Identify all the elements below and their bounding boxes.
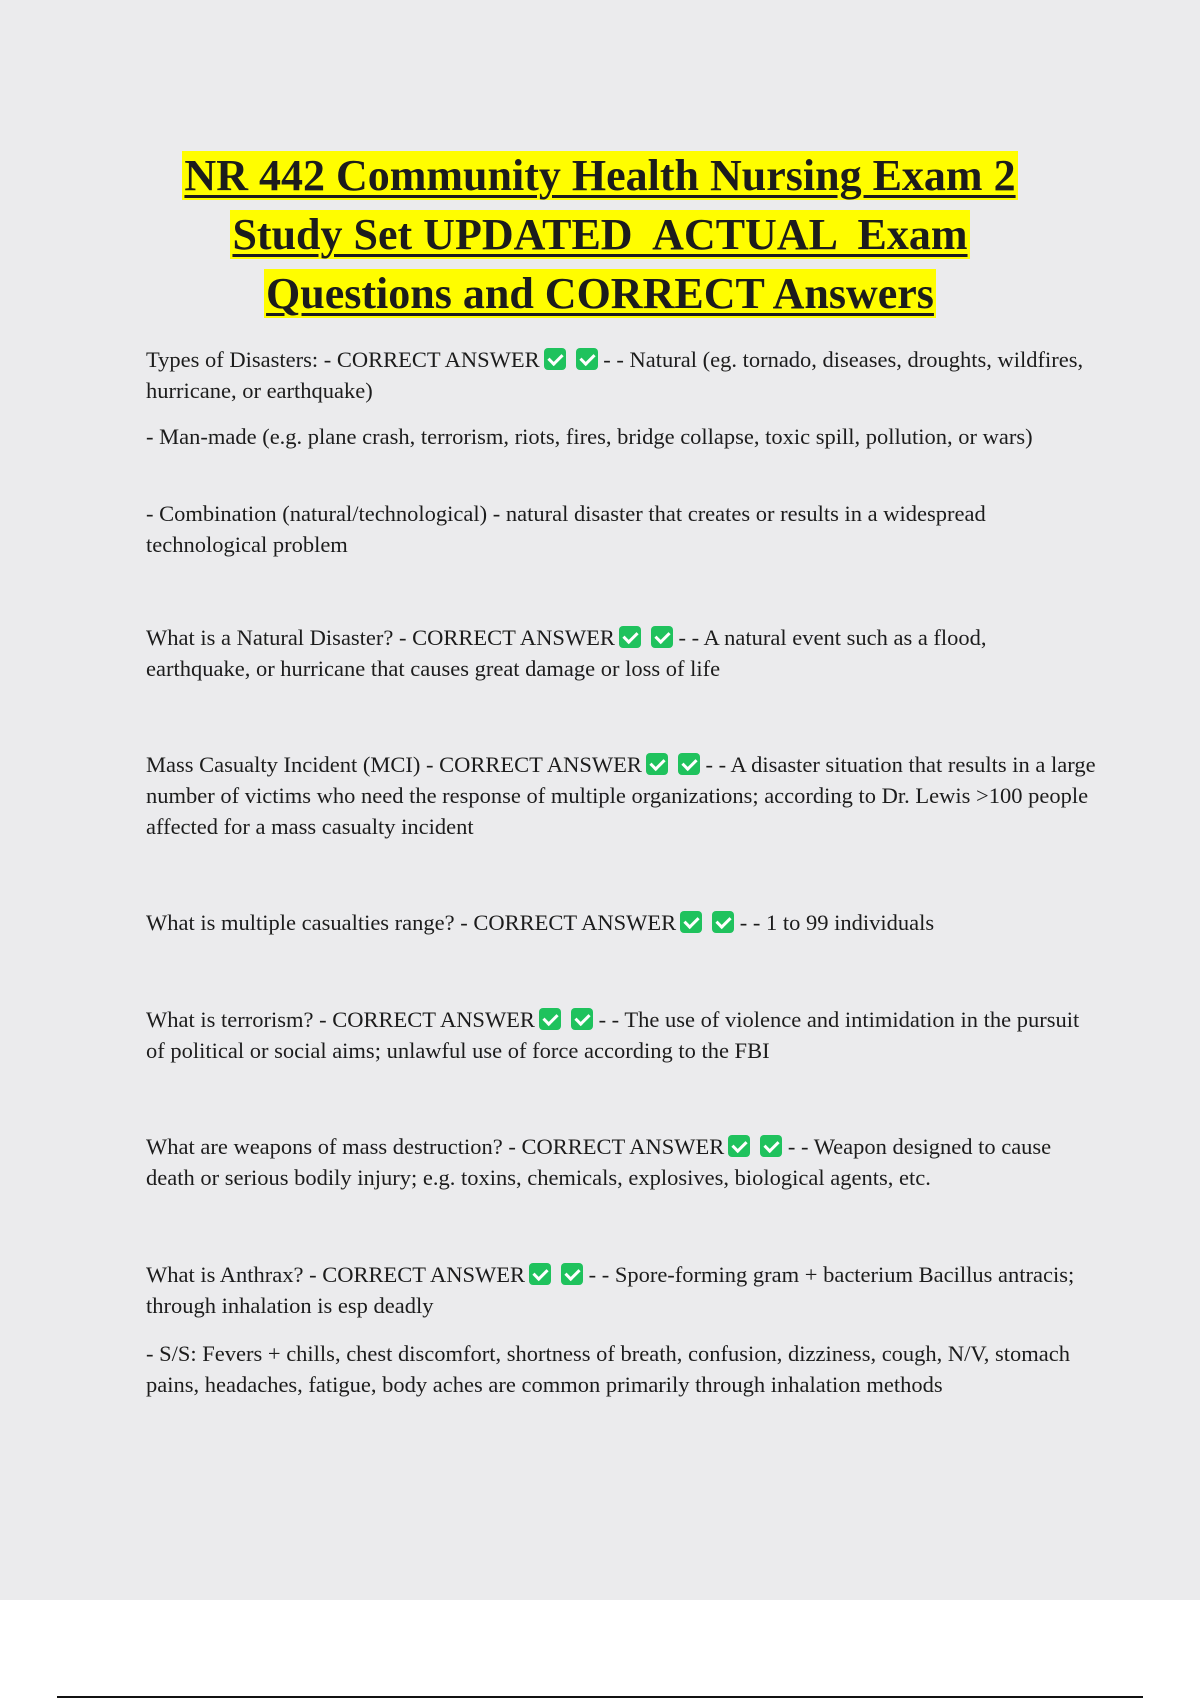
- check-box-icon: [680, 911, 702, 933]
- qa-item-6: [146, 1131, 1096, 1193]
- answer-prefix: - CORRECT ANSWER: [454, 910, 677, 935]
- answer-prefix: - CORRECT ANSWER: [502, 1134, 725, 1159]
- check-box-icon: [651, 626, 673, 648]
- check-box-icon: [571, 1008, 593, 1030]
- question: Types of Disasters:: [146, 347, 319, 372]
- check-box-icon: [678, 753, 700, 775]
- check-box-icon: [760, 1135, 782, 1157]
- check-box-icon: [529, 1263, 551, 1285]
- question: What is a Natural Disaster?: [146, 625, 394, 650]
- document-title: [100, 146, 1100, 323]
- answer-prefix: - CORRECT ANSWER: [313, 1007, 535, 1032]
- answer-prefix: - CORRECT ANSWER: [318, 347, 540, 372]
- qa-item-1: [146, 344, 1096, 406]
- check-box-icon: [544, 348, 566, 370]
- answer-prefix: - CORRECT ANSWER: [393, 625, 615, 650]
- check-box-icon: [539, 1008, 561, 1030]
- question: What is multiple casualties range?: [146, 910, 455, 935]
- answer: - - 1 to 99 individuals: [739, 910, 935, 935]
- qa-item-7: [146, 1259, 1096, 1321]
- check-box-icon: [712, 911, 734, 933]
- check-box-icon: [576, 348, 598, 370]
- check-box-icon: [561, 1263, 583, 1285]
- qa-item-5: [146, 1004, 1096, 1066]
- check-box-icon: [728, 1135, 750, 1157]
- answer: - - A natural event such as a flood, earthquake, or hurricane that causes great damage or loss of life: [146, 625, 987, 681]
- qa-item-1-detail-1: - Man-made (e.g. plane crash, terrorism, riots, fires, bridge collapse, toxic spill, pollution, or wars): [146, 424, 1033, 449]
- question: Mass Casualty Incident (MCI): [146, 752, 421, 777]
- title-line-1: NR 442 Community Health Nursing Exam 2: [184, 151, 1016, 200]
- check-box-icon: [619, 626, 641, 648]
- answer: - - Natural (eg. tornado, diseases, droughts, wildfires, hurricane, or earthquake): [146, 347, 1084, 403]
- answer: - - Spore-forming gram + bacterium Bacillus antracis; through inhalation is esp deadly: [146, 1262, 1075, 1318]
- answer: - - A disaster situation that results in a large number of victims who need the response of multiple organizations; according to Dr. Lewis >100 people affected for a mass casualty incident: [146, 752, 1096, 839]
- question: What is Anthrax?: [146, 1262, 304, 1287]
- title-line-3: Questions and CORRECT Answers: [266, 269, 934, 318]
- qa-item-4: [146, 907, 1096, 938]
- title-line-2: Study Set UPDATED ACTUAL Exam: [232, 210, 968, 259]
- qa-item-2: [146, 622, 1096, 684]
- qa-item-7-detail-1: - S/S: Fevers + chills, chest discomfort, shortness of breath, confusion, dizziness, cough, N/V, stomach pains, headaches, fatigue, body aches are common primarily through inhalation methods: [146, 1341, 1071, 1397]
- answer: - - Weapon designed to cause death or serious bodily injury; e.g. toxins, chemicals, explosives, biological agents, etc.: [146, 1134, 1052, 1190]
- answer-prefix: - CORRECT ANSWER: [420, 752, 642, 777]
- qa-item-1-detail-2: - Combination (natural/technological) - natural disaster that creates or results in a widespread technological problem: [146, 501, 986, 557]
- answer: - - The use of violence and intimidation in the pursuit of political or social aims; unlawful use of force according to the FBI: [146, 1007, 1080, 1063]
- answer-prefix: - CORRECT ANSWER: [303, 1262, 525, 1287]
- question: What is terrorism?: [146, 1007, 314, 1032]
- qa-item-3: [146, 749, 1096, 842]
- check-box-icon: [646, 753, 668, 775]
- footer-divider: [57, 1696, 1143, 1698]
- question: What are weapons of mass destruction?: [146, 1134, 503, 1159]
